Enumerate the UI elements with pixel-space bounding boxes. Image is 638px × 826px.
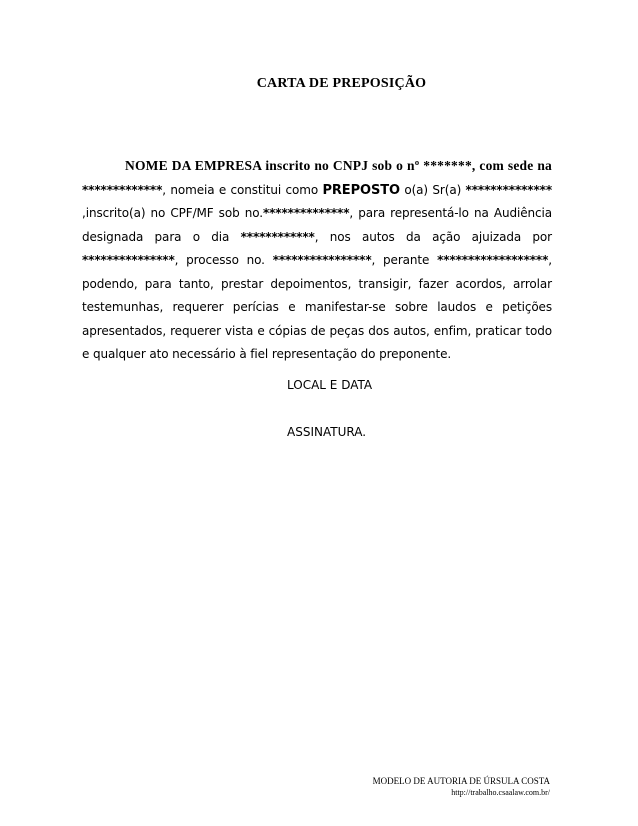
body-paragraph (82, 154, 552, 367)
placeholder-plaintiff: *************** (82, 253, 175, 267)
document-title: CARTA DE PREPOSIÇÃO (256, 76, 427, 91)
placeholder-date: ************ (240, 229, 315, 244)
placeholder-address: ************* (82, 182, 163, 197)
placeholder-name: ************** (465, 182, 553, 197)
body-segment: , processo no. (174, 253, 273, 267)
document-body (82, 154, 552, 367)
body-segment: , nomeia e constitui como (162, 182, 323, 197)
place-date-line: LOCAL E DATA (287, 378, 373, 392)
role-preposto: PREPOSTO (322, 182, 400, 198)
footer-credit (373, 776, 550, 798)
footer-author: MODELO DE AUTORIA DE ÚRSULA COSTA (372, 776, 550, 786)
company-clause: NOME DA EMPRESA inscrito no CNPJ sob o nº *******, com sede na (125, 158, 552, 173)
placeholder-cpf: ************** (262, 206, 350, 220)
footer-url: http://trabalho.csaalaw.com.br/ (451, 788, 550, 797)
body-segment: o(a) Sr(a) (399, 182, 466, 197)
placeholder-court: ****************** (437, 253, 549, 267)
placeholder-process: **************** (272, 253, 372, 267)
body-segment: , nos autos da ação ajuizada por (314, 229, 553, 244)
body-segment: , para representá-lo na Audiência designada para o dia (82, 206, 553, 244)
body-segment: ,inscrito(a) no CPF/MF sob no. (82, 206, 263, 220)
body-segment: , perante (371, 253, 438, 267)
body-segment: , podendo, para tanto, prestar depoimentos, transigir, fazer acordos, arrolar testemunhas, requerer perícias e manifestar-se sobre laudos e petições apresentados, requerer vista e cópias de peças dos autos, enfim, praticar todo e qualquer ato necessário à fiel representação do preponente. (82, 253, 552, 361)
signature-line: ASSINATURA. (287, 425, 367, 439)
